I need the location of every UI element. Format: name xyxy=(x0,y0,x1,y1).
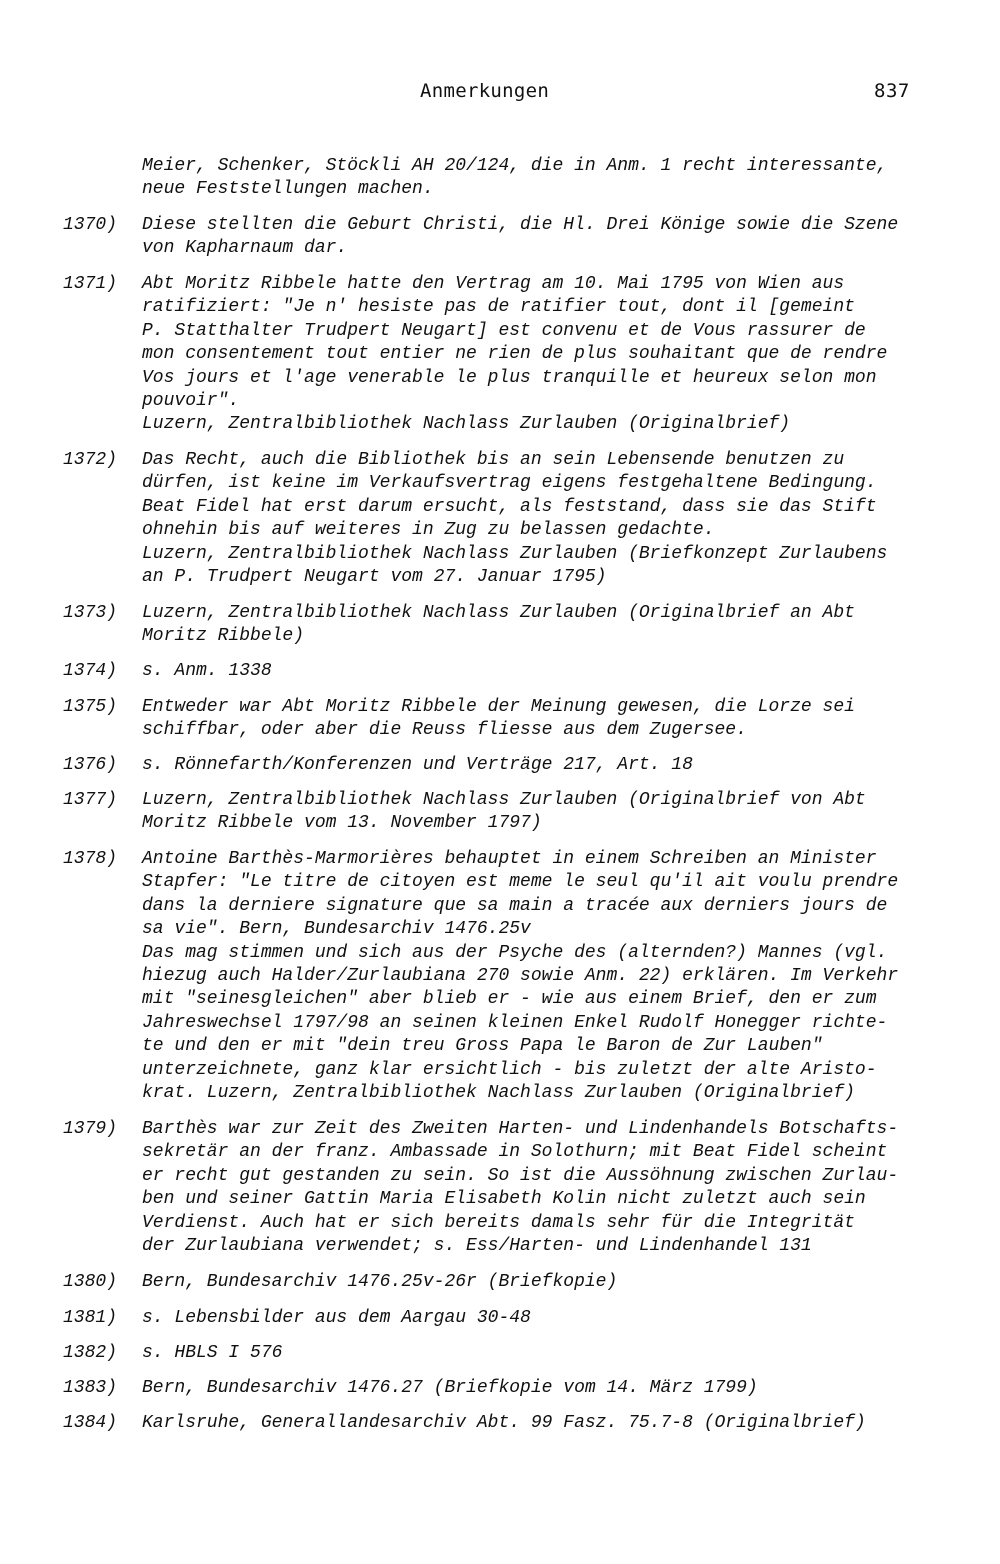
endnote-text xyxy=(142,155,942,202)
endnote-text xyxy=(142,273,942,437)
endnote-number: 1377) xyxy=(63,790,118,810)
endnote-text xyxy=(142,449,942,589)
endnote-number: 1383) xyxy=(63,1378,118,1398)
endnote-line: sa vie". Bern, Bundesarchiv 1476.25v xyxy=(142,919,531,940)
endnote-line: Luzern, Zentralbibliothek Nachlass Zurlauben (Originalbrief) xyxy=(142,414,791,435)
endnote-line: Beat Fidel hat erst darum ersucht, als feststand, dass sie das Stift xyxy=(142,496,877,517)
endnote-line: krat. Luzern, Zentralbibliothek Nachlass Zurlauben (Originalbrief) xyxy=(142,1082,855,1103)
endnote-line: Verdienst. Auch hat er sich bereits damals sehr für die Integrität xyxy=(142,1212,855,1233)
endnote-number: 1382) xyxy=(63,1343,118,1363)
endnote-line: Moritz Ribbele) xyxy=(142,626,305,647)
endnote-line: Meier, Schenker, Stöckli AH 20/124, die in Anm. 1 recht interessante, xyxy=(142,156,888,176)
endnote-line: Vos jours et l'age venerable le plus tranquille et heureux selon mon xyxy=(142,367,877,388)
endnote-line: schiffbar, oder aber die Reuss fliesse aus dem Zugersee. xyxy=(142,720,747,741)
endnote-line: s. Anm. 1338 xyxy=(142,661,272,681)
endnote-line: ben und seiner Gattin Maria Elisabeth Kolin nicht zuletzt auch sein xyxy=(142,1189,866,1210)
endnote-text xyxy=(142,1377,942,1400)
endnote-line: Bern, Bundesarchiv 1476.27 (Briefkopie vom 14. März 1799) xyxy=(142,1378,758,1398)
endnote-line: s. HBLS I 576 xyxy=(142,1343,283,1363)
endnote-text xyxy=(142,1412,942,1435)
endnote-text xyxy=(142,602,942,649)
endnote-text xyxy=(142,848,942,1105)
endnote-line: Stapfer: "Le titre de citoyen est meme le seul qu'il ait voulu prendre xyxy=(142,872,899,893)
endnote-text xyxy=(142,1118,942,1258)
endnote-line: neue Feststellungen machen. xyxy=(142,179,434,200)
endnote-number: 1373) xyxy=(63,603,118,623)
endnote-line: an P. Trudpert Neugart vom 27. Januar 1795) xyxy=(142,566,607,587)
endnote-number: 1379) xyxy=(63,1119,118,1139)
endnote-number: 1381) xyxy=(63,1308,118,1328)
endnote-line: Luzern, Zentralbibliothek Nachlass Zurlauben (Originalbrief an Abt xyxy=(142,603,855,623)
endnote-number: 1374) xyxy=(63,661,118,681)
endnote-line: Das mag stimmen und sich aus der Psyche des (alternden?) Mannes (vgl. xyxy=(142,942,888,963)
endnote-line: hiezug auch Halder/Zurlaubiana 270 sowie Anm. 22) erklären. Im Verkehr xyxy=(142,965,899,986)
endnote-text xyxy=(142,754,942,777)
endnote-line: Bern, Bundesarchiv 1476.25v-26r (Briefkopie) xyxy=(142,1272,618,1292)
endnote-line: Moritz Ribbele vom 13. November 1797) xyxy=(142,813,542,834)
endnote-number: 1371) xyxy=(63,274,118,294)
endnote-text xyxy=(142,660,942,683)
endnote-line: P. Statthalter Trudpert Neugart] est convenu et de Vous rassurer de xyxy=(142,320,866,341)
endnote-text xyxy=(142,1342,942,1365)
endnote-text xyxy=(142,1307,942,1330)
endnote-line: Antoine Barthès-Marmorières behauptet in einem Schreiben an Minister xyxy=(142,849,877,869)
endnote-line: mit "seinesgleichen" aber blieb er - wie aus einem Brief, den er zum xyxy=(142,989,877,1010)
running-title: Anmerkungen xyxy=(420,80,550,102)
endnote-line: Karlsruhe, Generallandesarchiv Abt. 99 Fasz. 75.7-8 (Originalbrief) xyxy=(142,1413,866,1433)
endnote-text xyxy=(142,789,942,836)
endnote-number: 1375) xyxy=(63,697,118,717)
endnote-number: 1380) xyxy=(63,1272,118,1292)
endnote-line: ohnehin bis auf weiteres in Zug zu belassen gedachte. xyxy=(142,520,715,541)
endnote-number: 1378) xyxy=(63,849,118,869)
endnote-line: dans la derniere signature que sa main a tracée aux derniers jours de xyxy=(142,895,888,916)
endnote-line: sekretär an der franz. Ambassade in Solothurn; mit Beat Fidel scheint xyxy=(142,1142,888,1163)
endnote-line: Entweder war Abt Moritz Ribbele der Meinung gewesen, die Lorze sei xyxy=(142,697,855,717)
endnote-line: s. Lebensbilder aus dem Aargau 30-48 xyxy=(142,1308,531,1328)
endnote-line: der Zurlaubiana verwendet; s. Ess/Harten- und Lindenhandel 131 xyxy=(142,1235,812,1256)
endnote-line: dürfen, ist keine im Verkaufsvertrag eigens festgehaltene Bedingung. xyxy=(142,473,877,494)
endnote-text xyxy=(142,214,942,261)
endnote-number: 1384) xyxy=(63,1413,118,1433)
endnote-line: s. Rönnefarth/Konferenzen und Verträge 217, Art. 18 xyxy=(142,755,693,775)
page-header xyxy=(0,80,1000,110)
endnote-line: Jahreswechsel 1797/98 an seinen kleinen Enkel Rudolf Honegger richte- xyxy=(142,1012,888,1033)
endnote-number: 1372) xyxy=(63,450,118,470)
endnote-line: Luzern, Zentralbibliothek Nachlass Zurlauben (Originalbrief von Abt xyxy=(142,790,866,810)
endnote-number: 1370) xyxy=(63,215,118,235)
endnote-line: er recht gut gestanden zu sein. So ist die Aussöhnung zwischen Zurlau- xyxy=(142,1165,899,1186)
endnote-line: Das Recht, auch die Bibliothek bis an sein Lebensende benutzen zu xyxy=(142,450,845,470)
endnote-line: mon consentement tout entier ne rien de plus souhaitant que de rendre xyxy=(142,344,888,365)
endnote-line: Abt Moritz Ribbele hatte den Vertrag am 10. Mai 1795 von Wien aus xyxy=(142,274,845,294)
endnote-number: 1376) xyxy=(63,755,118,775)
endnote-line: te und den er mit "dein treu Gross Papa le Baron de Zur Lauben" xyxy=(142,1036,823,1057)
endnote-text xyxy=(142,1271,942,1294)
endnote-line: Luzern, Zentralbibliothek Nachlass Zurlauben (Briefkonzept Zurlaubens xyxy=(142,543,888,564)
endnote-line: ratifiziert: "Je n' hesiste pas de ratifier tout, dont il [gemeint xyxy=(142,297,855,318)
endnote-line: von Kapharnaum dar. xyxy=(142,238,348,259)
endnote-text xyxy=(142,696,942,743)
endnote-line: Barthès war zur Zeit des Zweiten Harten- und Lindenhandels Botschafts- xyxy=(142,1119,899,1139)
page-number: 837 xyxy=(874,80,910,102)
endnote-line: unterzeichnete, ganz klar ersichtlich - bis zuletzt der alte Aristo- xyxy=(142,1059,877,1080)
endnote-line: Diese stellten die Geburt Christi, die Hl. Drei Könige sowie die Szene xyxy=(142,215,899,235)
endnote-line: pouvoir". xyxy=(142,390,240,411)
